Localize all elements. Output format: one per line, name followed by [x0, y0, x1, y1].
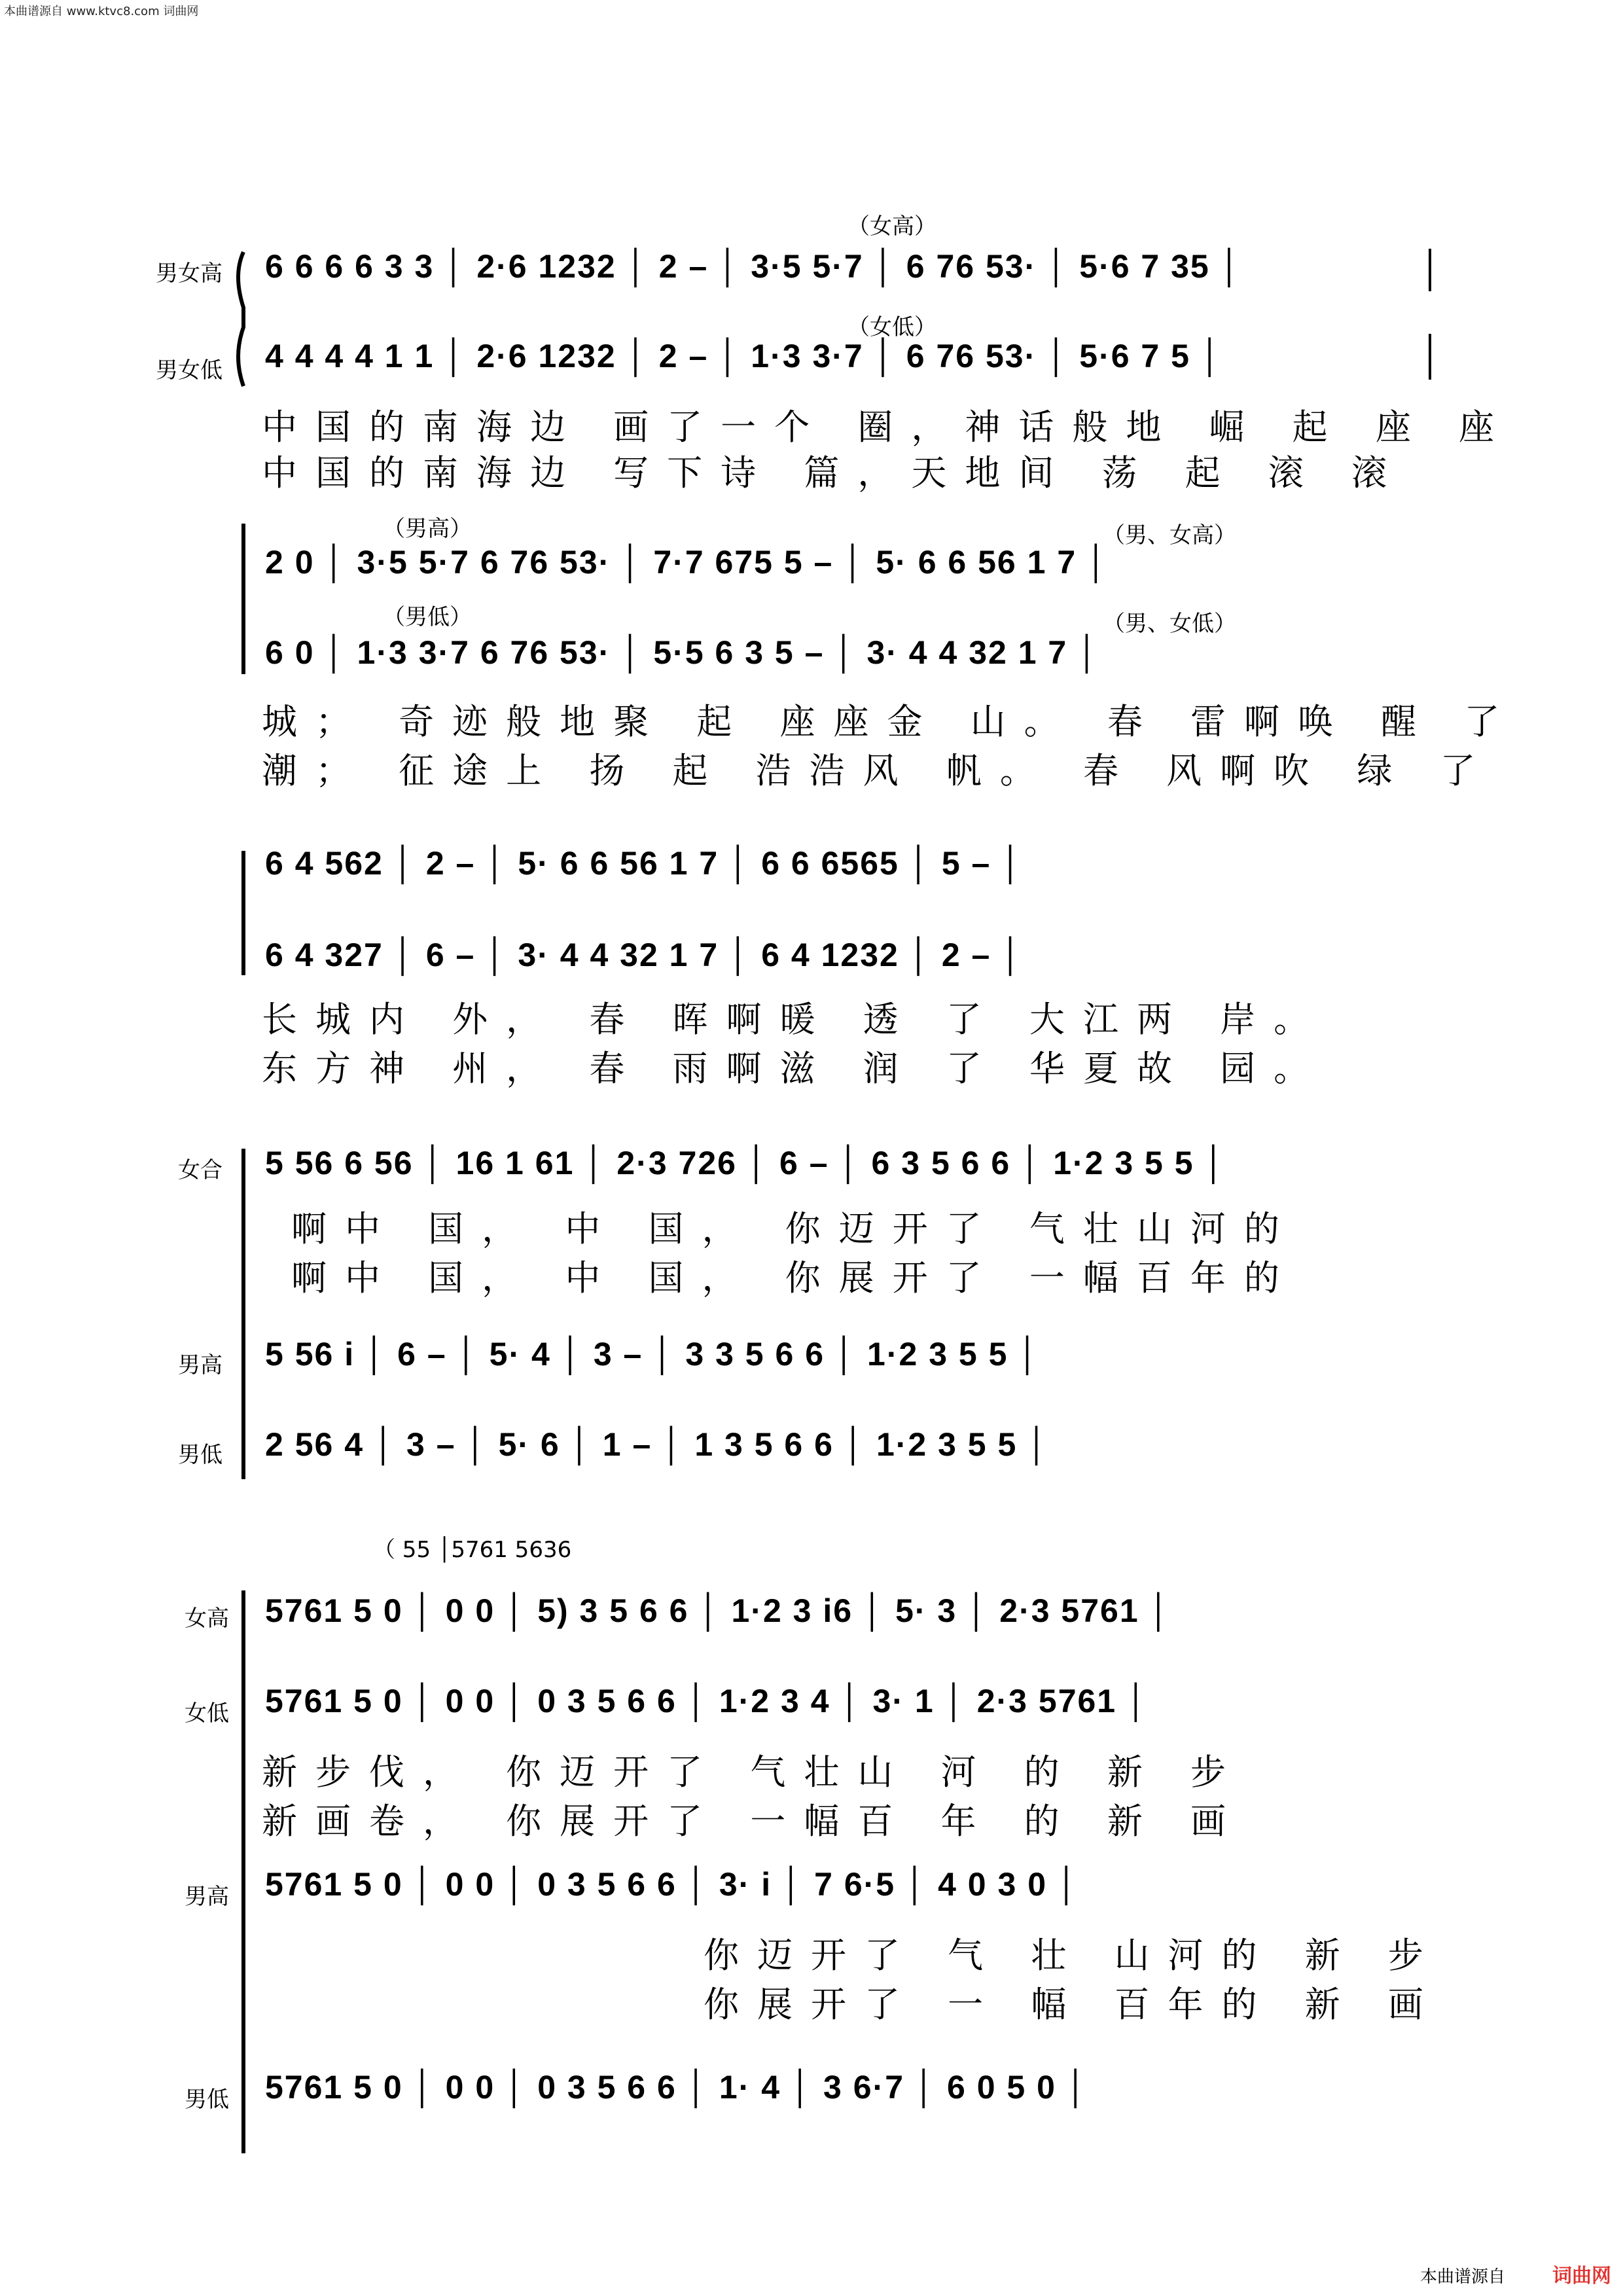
- lyric-line: 中国的南海边 写下诗 篇，天地间 荡 起 滚 滚: [262, 452, 1405, 493]
- lyric-line: 城； 奇迹般地聚 起 座座金 山。 春 雷啊唤 醒 了: [262, 701, 1518, 742]
- section-label: （男高）: [383, 516, 472, 542]
- notation-line: 5 56 i │ 6 – │ 5· 4 │ 3 – │ 3 3 5 6 6 │ 1·2 3 5 5 │: [265, 1336, 1041, 1372]
- header-source: 本曲谱源自 www.ktvc8.com 词曲网: [4, 5, 199, 18]
- notation-line: 5761 5 0 │ 0 0 │ 0 3 5 6 6 │ 1·2 3 4 │ 3· 1 │ 2·3 5761 │: [265, 1683, 1149, 1719]
- notation-line: 5 56 6 56 │ 16 1 61 │ 2·3 726 │ 6 – │ 6 3 5 6 6 │ 1·2 3 5 5 │: [265, 1145, 1226, 1181]
- notation-line: 6 4 562 │ 2 – │ 5· 6 6 56 1 7 │ 6 6 6565 │ 5 – │: [265, 845, 1024, 882]
- part-label: 男女低: [156, 357, 223, 384]
- footer-logo: 词曲网: [1552, 2265, 1611, 2287]
- part-label: 女合: [178, 1157, 223, 1183]
- lyric-line: 新步伐， 你迈开了 气壮山 河 的 新 步: [262, 1751, 1244, 1793]
- notation-line: 6 0 │ 1·3 3·7 6 76 53· │ 5·5 6 3 5 – │ 3· 4 4 32 1 7 │: [265, 634, 1100, 671]
- section-label: （男、女高）: [1103, 522, 1236, 548]
- notation-line: 5761 5 0 │ 0 0 │ 0 3 5 6 6 │ 1· 4 │ 3 6·7 │ 6 0 5 0 │: [265, 2069, 1089, 2106]
- lyric-line: 潮； 征途上 扬 起 浩浩风 帆。 春 风啊吹 绿 了: [262, 750, 1494, 791]
- section-label: （女高）: [847, 213, 936, 240]
- part-label: 男低: [178, 1442, 223, 1468]
- lyric-line: 啊中 国， 中 国， 你迈开了 气壮山河的: [291, 1208, 1298, 1249]
- part-label: 男高: [178, 1352, 223, 1378]
- notation-line: 6 6 6 6 3 3 │ 2·6 1232 │ 2 – │ 3·5 5·7 │ 6 76 53· │ 5·6 7 35 │: [265, 248, 1242, 285]
- lyric-line: 你展开了 一 幅 百年的 新 画: [704, 1984, 1442, 2025]
- part-label: 男高: [185, 1884, 229, 1910]
- lyric-line: 你迈开了 气 壮 山河的 新 步: [704, 1935, 1442, 1976]
- notation-line: 2 0 │ 3·5 5·7 6 76 53· │ 7·7 675 5 – │ 5· 6 6 56 1 7 │: [265, 544, 1109, 581]
- section-label: （ 55 │5761 5636: [373, 1537, 572, 1563]
- part-label: 男低: [185, 2087, 229, 2113]
- lyric-line: 啊中 国， 中 国， 你展开了 一幅百年的: [291, 1257, 1298, 1299]
- part-label: 男女高: [156, 260, 223, 287]
- notation-line: 2 56 4 │ 3 – │ 5· 6 │ 1 – │ 1 3 5 6 6 │ 1·2 3 5 5 │: [265, 1426, 1050, 1463]
- lyric-line: 中国的南海边 画了一个 圈，神话般地 崛 起 座 座: [262, 406, 1512, 448]
- footer-source: 本曲谱源自: [1420, 2267, 1506, 2287]
- notation-line: 4 4 4 4 1 1 │ 2·6 1232 │ 2 – │ 1·3 3·7 │ 6 76 53· │ 5·6 7 5 │: [265, 338, 1223, 374]
- section-label: （女低）: [847, 314, 936, 340]
- section-label: （男低）: [383, 604, 472, 630]
- lyric-line: 新画卷， 你展开了 一幅百 年 的 新 画: [262, 1801, 1244, 1842]
- notation-line: 5761 5 0 │ 0 0 │ 0 3 5 6 6 │ 3· i │ 7 6·5 │ 4 0 3 0 │: [265, 1866, 1080, 1903]
- lyric-line: 东方神 州， 春 雨啊滋 润 了 华夏故 园。: [262, 1048, 1328, 1089]
- lyric-line: 长城内 外， 春 晖啊暖 透 了 大江两 岸。: [262, 999, 1328, 1040]
- part-label: 女低: [185, 1700, 229, 1727]
- section-label: （男、女低）: [1103, 611, 1236, 637]
- notation-line: 5761 5 0 │ 0 0 │ 5) 3 5 6 6 │ 1·2 3 i6 │ 5· 3 │ 2·3 5761 │: [265, 1592, 1171, 1629]
- notation-line: 6 4 327 │ 6 – │ 3· 4 4 32 1 7 │ 6 4 1232 │ 2 – │: [265, 937, 1024, 973]
- part-label: 女高: [185, 1605, 229, 1632]
